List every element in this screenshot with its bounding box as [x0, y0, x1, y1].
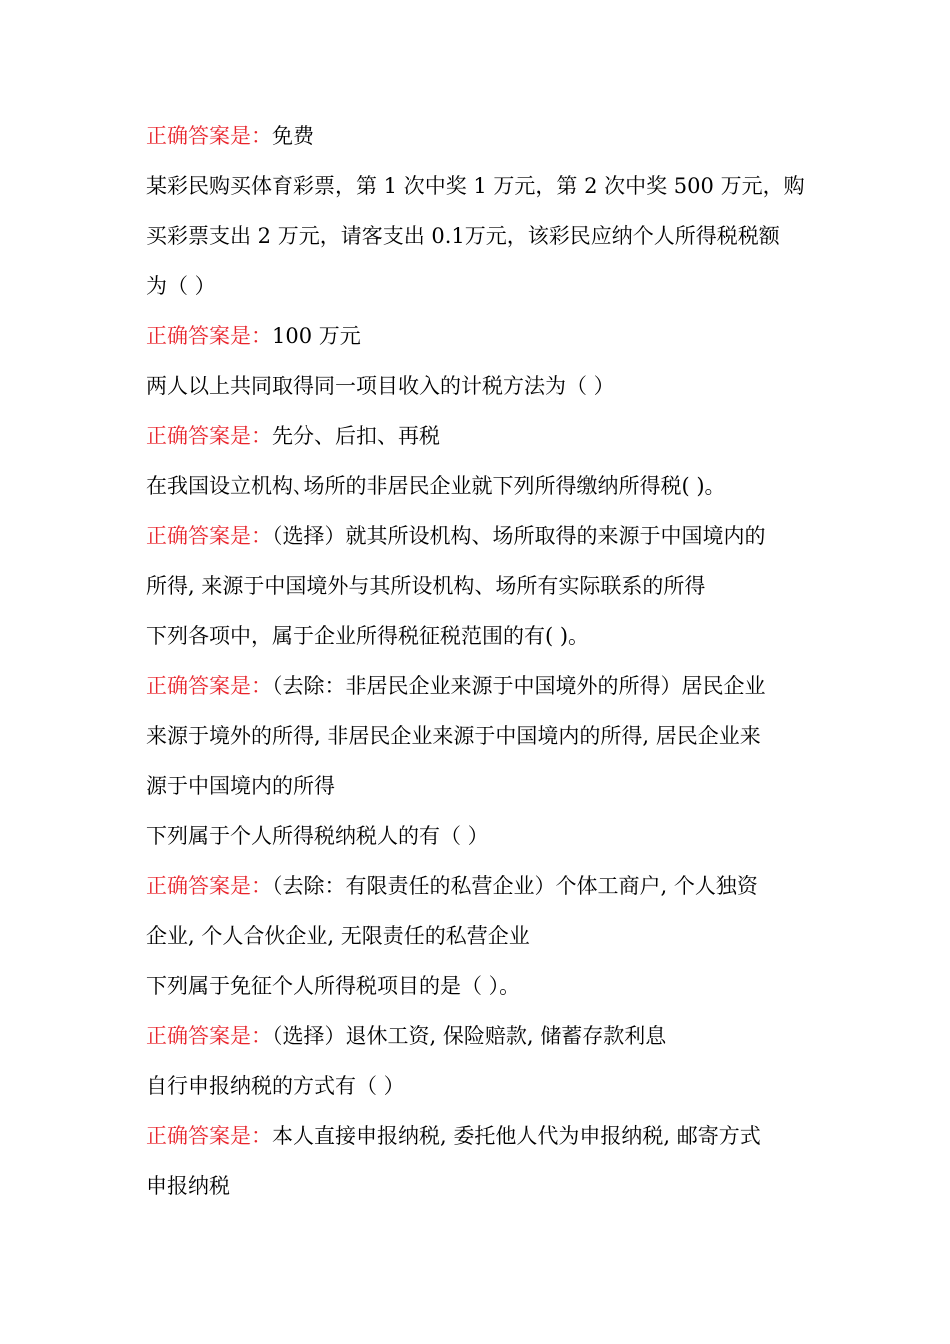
answer-text: 免费: [272, 124, 314, 148]
qa-list: [146, 111, 826, 1211]
answer-line: [146, 111, 826, 161]
answer-label: 正确答案是：: [146, 424, 272, 448]
question-line: 某彩民购买体育彩票，第 1 次中奖 1 万元，第 2 次中奖 500 万元，购: [146, 174, 805, 198]
answer-line: [146, 311, 826, 361]
answer-continuation-line: 源于中国境内的所得: [146, 774, 335, 798]
question-line: 在我国设立机构､场所的非居民企业就下列所得缴纳所得税( )｡: [146, 474, 716, 498]
answer-label: 正确答案是：: [146, 124, 272, 148]
question-line: 下列各项中，属于企业所得税征税范围的有( )｡: [146, 624, 579, 648]
answer-label: 正确答案是：: [146, 874, 272, 898]
answer-continuation-line: 来源于境外的所得, 非居民企业来源于中国境内的所得, 居民企业来: [146, 724, 761, 748]
answer-text: （选择）退休工资, 保险赔款, 储蓄存款利息: [272, 1024, 667, 1048]
question-line: 为（ ）: [146, 274, 216, 298]
question-line: 两人以上共同取得同一项目收入的计税方法为（ ）: [146, 374, 615, 398]
answer-text: （去除：有限责任的私营企业）个体工商户, 个人独资: [272, 874, 758, 898]
answer-text: 100 万元: [272, 324, 361, 348]
question-line: 买彩票支出 2 万元，请客支出 0.1万元，该彩民应纳个人所得税税额: [146, 224, 780, 248]
answer-label: 正确答案是：: [146, 1024, 272, 1048]
answer-label: 正确答案是：: [146, 1124, 272, 1148]
answer-text: （去除：非居民企业来源于中国境外的所得）居民企业: [272, 674, 766, 698]
answer-line: [146, 1111, 826, 1161]
answer-continuation-line: 所得, 来源于中国境外与其所设机构、场所有实际联系的所得: [146, 574, 706, 598]
answer-label: 正确答案是：: [146, 674, 272, 698]
answer-label: 正确答案是：: [146, 324, 272, 348]
answer-text: （选择）就其所设机构、场所取得的来源于中国境内的: [272, 524, 766, 548]
answer-continuation-line: 企业, 个人合伙企业, 无限责任的私营企业: [146, 924, 530, 948]
answer-continuation-line: 申报纳税: [146, 1174, 230, 1198]
answer-label: 正确答案是：: [146, 524, 272, 548]
answer-line: [146, 661, 826, 711]
question-line: 下列属于免征个人所得税项目的是（ ）。: [146, 974, 521, 998]
answer-text: 本人直接申报纳税, 委托他人代为申报纳税, 邮寄方式: [272, 1124, 761, 1148]
answer-line: [146, 1011, 826, 1061]
question-line: 自行申报纳税的方式有（ ）: [146, 1074, 405, 1098]
answer-line: [146, 511, 826, 561]
answer-line: [146, 861, 826, 911]
answer-text: 先分、后扣、再税: [272, 424, 440, 448]
question-line: 下列属于个人所得税纳税人的有（ ）: [146, 824, 489, 848]
answer-line: [146, 411, 826, 461]
